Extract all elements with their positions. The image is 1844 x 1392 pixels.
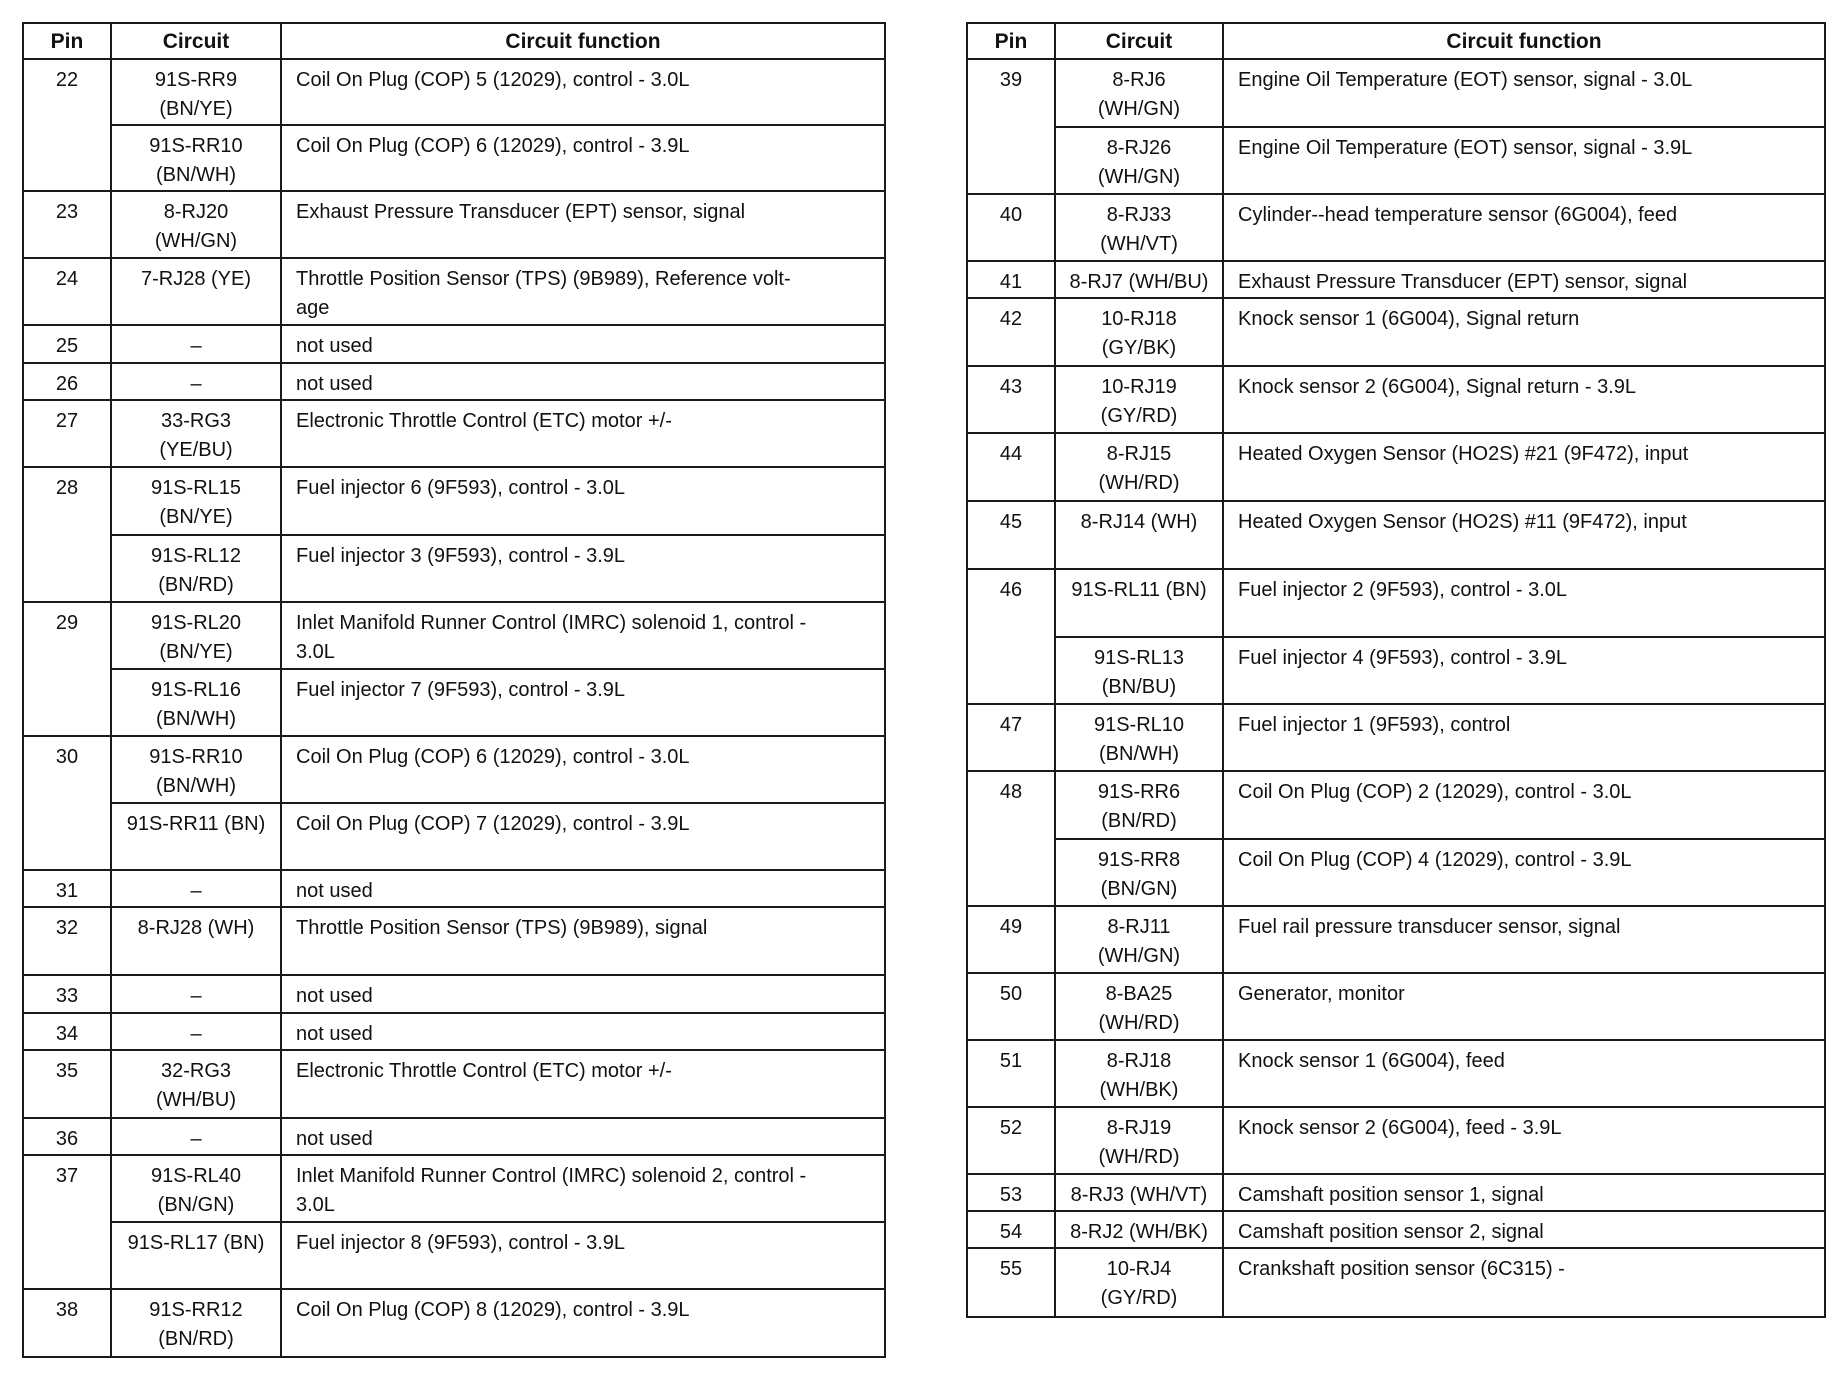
function-cell: Electronic Throttle Control (ETC) motor +/-	[281, 400, 885, 467]
table-row	[23, 363, 885, 400]
function-cell: not used	[281, 363, 885, 400]
table-row	[967, 1211, 1825, 1248]
table-row	[967, 1040, 1825, 1107]
function-cell: Fuel injector 4 (9F593), control - 3.9L	[1223, 637, 1825, 704]
circuit-header: Circuit	[1055, 23, 1223, 59]
circuit-cell: 10-RJ19 (GY/RD)	[1055, 366, 1223, 433]
circuit-cell: 91S-RR10 (BN/WH)	[111, 125, 281, 191]
table-body-left	[23, 59, 885, 1357]
function-cell: Engine Oil Temperature (EOT) sensor, signal - 3.0L	[1223, 59, 1825, 127]
pin-cell: 43	[967, 366, 1055, 433]
table-row	[23, 125, 885, 191]
function-cell: Coil On Plug (COP) 8 (12029), control - 3.9L	[281, 1289, 885, 1357]
table-row	[967, 973, 1825, 1040]
table-row	[23, 602, 885, 669]
function-cell: Camshaft position sensor 1, signal	[1223, 1174, 1825, 1211]
circuit-cell: 8-RJ18 (WH/BK)	[1055, 1040, 1223, 1107]
function-cell: Heated Oxygen Sensor (HO2S) #11 (9F472), input	[1223, 501, 1825, 569]
pin-table-right	[966, 22, 1826, 1318]
function-cell: Cylinder--head temperature sensor (6G004), feed	[1223, 194, 1825, 261]
circuit-cell: 91S-RR8 (BN/GN)	[1055, 839, 1223, 906]
circuit-cell: –	[111, 1013, 281, 1050]
pin-header: Pin	[967, 23, 1055, 59]
table-row	[967, 906, 1825, 973]
circuit-cell: 33-RG3 (YE/BU)	[111, 400, 281, 467]
pin-cell: 51	[967, 1040, 1055, 1107]
function-cell: Knock sensor 1 (6G004), Signal return	[1223, 298, 1825, 366]
circuit-cell: 8-RJ19 (WH/RD)	[1055, 1107, 1223, 1174]
circuit-cell: 91S-RR11 (BN)	[111, 803, 281, 870]
table-row	[23, 1222, 885, 1289]
circuit-cell: 8-RJ11 (WH/GN)	[1055, 906, 1223, 973]
circuit-header: Circuit	[111, 23, 281, 59]
pin-cell: 46	[967, 569, 1055, 704]
circuit-cell: –	[111, 1118, 281, 1155]
table-row	[23, 669, 885, 736]
circuit-cell: –	[111, 325, 281, 363]
pin-cell: 42	[967, 298, 1055, 366]
pin-cell: 30	[23, 736, 111, 870]
function-cell: Coil On Plug (COP) 6 (12029), control - 3.0L	[281, 736, 885, 803]
circuit-cell: 91S-RR12 (BN/RD)	[111, 1289, 281, 1357]
pin-cell: 32	[23, 907, 111, 975]
table-row	[23, 467, 885, 535]
pin-cell: 26	[23, 363, 111, 400]
circuit-cell: –	[111, 870, 281, 907]
pin-cell: 25	[23, 325, 111, 363]
circuit-cell: 10-RJ18 (GY/BK)	[1055, 298, 1223, 366]
pin-cell: 40	[967, 194, 1055, 261]
circuit-cell: 8-RJ33 (WH/VT)	[1055, 194, 1223, 261]
table-body-right	[967, 59, 1825, 1317]
table-row	[23, 736, 885, 803]
pin-cell: 22	[23, 59, 111, 191]
circuit-cell: 91S-RL13 (BN/BU)	[1055, 637, 1223, 704]
pin-cell: 34	[23, 1013, 111, 1050]
function-cell: not used	[281, 1118, 885, 1155]
function-header: Circuit function	[1223, 23, 1825, 59]
function-cell: Electronic Throttle Control (ETC) motor +/-	[281, 1050, 885, 1118]
circuit-cell: 91S-RL40 (BN/GN)	[111, 1155, 281, 1222]
table-row	[967, 569, 1825, 637]
circuit-cell: 8-RJ6 (WH/GN)	[1055, 59, 1223, 127]
table-row	[967, 194, 1825, 261]
table-row	[23, 1013, 885, 1050]
table-row	[967, 59, 1825, 127]
circuit-cell: 7-RJ28 (YE)	[111, 258, 281, 325]
pin-cell: 23	[23, 191, 111, 258]
pin-cell: 37	[23, 1155, 111, 1289]
circuit-cell: 8-RJ26 (WH/GN)	[1055, 127, 1223, 194]
pin-cell: 24	[23, 258, 111, 325]
function-cell: Coil On Plug (COP) 2 (12029), control - 3.0L	[1223, 771, 1825, 839]
pin-cell: 38	[23, 1289, 111, 1357]
header-row	[23, 23, 885, 59]
function-cell: Throttle Position Sensor (TPS) (9B989), signal	[281, 907, 885, 975]
circuit-cell: 91S-RL11 (BN)	[1055, 569, 1223, 637]
circuit-cell: 32-RG3 (WH/BU)	[111, 1050, 281, 1118]
pin-cell: 48	[967, 771, 1055, 906]
table-row	[23, 325, 885, 363]
table-row	[23, 975, 885, 1013]
table-row	[967, 704, 1825, 771]
circuit-cell: 8-RJ14 (WH)	[1055, 501, 1223, 569]
circuit-cell: 91S-RR10 (BN/WH)	[111, 736, 281, 803]
circuit-cell: 91S-RL10 (BN/WH)	[1055, 704, 1223, 771]
function-cell: Coil On Plug (COP) 6 (12029), control - 3.9L	[281, 125, 885, 191]
pin-cell: 44	[967, 433, 1055, 501]
function-cell: not used	[281, 870, 885, 907]
table-row	[23, 400, 885, 467]
circuit-cell: 8-RJ15 (WH/RD)	[1055, 433, 1223, 501]
pin-cell: 45	[967, 501, 1055, 569]
table-row	[23, 1289, 885, 1357]
circuit-cell: 91S-RL12 (BN/RD)	[111, 535, 281, 602]
function-header: Circuit function	[281, 23, 885, 59]
table-row	[967, 366, 1825, 433]
function-cell: Generator, monitor	[1223, 973, 1825, 1040]
circuit-cell: 91S-RL20 (BN/YE)	[111, 602, 281, 669]
pin-cell: 29	[23, 602, 111, 736]
pin-cell: 39	[967, 59, 1055, 194]
pin-cell: 35	[23, 1050, 111, 1118]
pin-cell: 27	[23, 400, 111, 467]
table-row	[23, 1118, 885, 1155]
pin-cell: 52	[967, 1107, 1055, 1174]
table-row	[967, 1248, 1825, 1317]
pin-cell: 28	[23, 467, 111, 602]
table-row	[967, 501, 1825, 569]
circuit-cell: 91S-RL15 (BN/YE)	[111, 467, 281, 535]
function-cell: Heated Oxygen Sensor (HO2S) #21 (9F472), input	[1223, 433, 1825, 501]
pin-cell: 33	[23, 975, 111, 1013]
function-cell: Coil On Plug (COP) 4 (12029), control - 3.9L	[1223, 839, 1825, 906]
pin-cell: 53	[967, 1174, 1055, 1211]
circuit-cell: 91S-RL16 (BN/WH)	[111, 669, 281, 736]
pin-header: Pin	[23, 23, 111, 59]
function-cell: Camshaft position sensor 2, signal	[1223, 1211, 1825, 1248]
function-cell: Exhaust Pressure Transducer (EPT) sensor, signal	[281, 191, 885, 258]
table-row	[23, 535, 885, 602]
function-cell: Knock sensor 2 (6G004), feed - 3.9L	[1223, 1107, 1825, 1174]
function-cell: Knock sensor 2 (6G004), Signal return - 3.9L	[1223, 366, 1825, 433]
table-row	[967, 839, 1825, 906]
pin-cell: 36	[23, 1118, 111, 1155]
function-cell: Crankshaft position sensor (6C315) -	[1223, 1248, 1825, 1317]
function-cell: Fuel injector 3 (9F593), control - 3.9L	[281, 535, 885, 602]
table-row	[967, 261, 1825, 298]
circuit-cell: 8-RJ3 (WH/VT)	[1055, 1174, 1223, 1211]
table-row	[23, 191, 885, 258]
pin-cell: 47	[967, 704, 1055, 771]
table-row	[23, 870, 885, 907]
table-row	[23, 907, 885, 975]
circuit-cell: 8-RJ20 (WH/GN)	[111, 191, 281, 258]
function-cell: Throttle Position Sensor (TPS) (9B989), Reference volt- age	[281, 258, 885, 325]
function-cell: Fuel injector 2 (9F593), control - 3.0L	[1223, 569, 1825, 637]
function-cell: Inlet Manifold Runner Control (IMRC) solenoid 1, control - 3.0L	[281, 602, 885, 669]
table-row	[23, 1155, 885, 1222]
function-cell: Coil On Plug (COP) 5 (12029), control - 3.0L	[281, 59, 885, 125]
function-cell: Coil On Plug (COP) 7 (12029), control - 3.9L	[281, 803, 885, 870]
pin-cell: 49	[967, 906, 1055, 973]
table-row	[967, 637, 1825, 704]
circuit-cell: 8-RJ2 (WH/BK)	[1055, 1211, 1223, 1248]
pin-cell: 54	[967, 1211, 1055, 1248]
function-cell: Exhaust Pressure Transducer (EPT) sensor, signal	[1223, 261, 1825, 298]
header-row	[967, 23, 1825, 59]
pin-cell: 31	[23, 870, 111, 907]
table-row	[967, 1174, 1825, 1211]
table-row	[23, 258, 885, 325]
function-cell: not used	[281, 325, 885, 363]
function-cell: Engine Oil Temperature (EOT) sensor, signal - 3.9L	[1223, 127, 1825, 194]
table-row	[967, 127, 1825, 194]
table-row	[23, 1050, 885, 1118]
pin-cell: 55	[967, 1248, 1055, 1317]
function-cell: Inlet Manifold Runner Control (IMRC) solenoid 2, control - 3.0L	[281, 1155, 885, 1222]
table-row	[967, 298, 1825, 366]
function-cell: Knock sensor 1 (6G004), feed	[1223, 1040, 1825, 1107]
table-row	[23, 803, 885, 870]
pin-cell: 41	[967, 261, 1055, 298]
circuit-cell: 91S-RR6 (BN/RD)	[1055, 771, 1223, 839]
table-row	[967, 1107, 1825, 1174]
circuit-cell: 8-RJ7 (WH/BU)	[1055, 261, 1223, 298]
circuit-cell: 8-BA25 (WH/RD)	[1055, 973, 1223, 1040]
table-row	[23, 59, 885, 125]
function-cell: Fuel injector 7 (9F593), control - 3.9L	[281, 669, 885, 736]
table-row	[967, 433, 1825, 501]
function-cell: Fuel rail pressure transducer sensor, signal	[1223, 906, 1825, 973]
function-cell: not used	[281, 1013, 885, 1050]
function-cell: Fuel injector 6 (9F593), control - 3.0L	[281, 467, 885, 535]
circuit-cell: 8-RJ28 (WH)	[111, 907, 281, 975]
function-cell: not used	[281, 975, 885, 1013]
circuit-cell: –	[111, 975, 281, 1013]
pin-cell: 50	[967, 973, 1055, 1040]
function-cell: Fuel injector 1 (9F593), control	[1223, 704, 1825, 771]
circuit-cell: 10-RJ4 (GY/RD)	[1055, 1248, 1223, 1317]
function-cell: Fuel injector 8 (9F593), control - 3.9L	[281, 1222, 885, 1289]
circuit-cell: 91S-RL17 (BN)	[111, 1222, 281, 1289]
circuit-cell: 91S-RR9 (BN/YE)	[111, 59, 281, 125]
circuit-cell: –	[111, 363, 281, 400]
table-row	[967, 771, 1825, 839]
pin-table-left	[22, 22, 886, 1358]
